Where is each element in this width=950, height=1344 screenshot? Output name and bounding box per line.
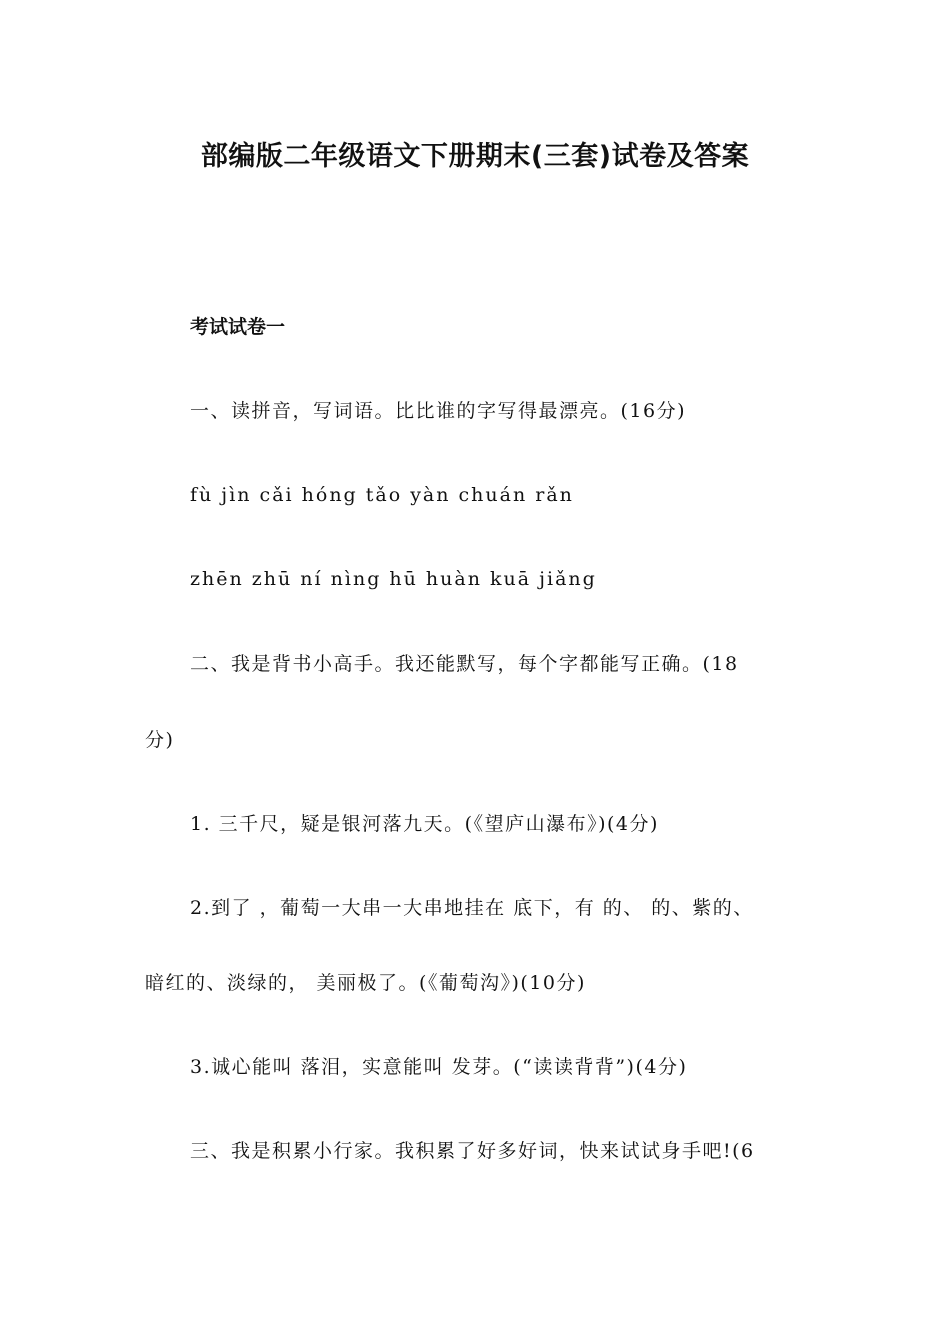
pinyin-row-2: zhēn zhū ní nìng hū huàn kuā jiǎng [190, 568, 597, 590]
question-2-item-3: 3.诚心能叫 落泪，实意能叫 发芽。(“读读背背”)(4分) [190, 1056, 688, 1078]
question-3-prompt: 三、我是积累小行家。我积累了好多好词，快来试试身手吧!(6 [190, 1140, 755, 1162]
question-1-prompt: 一、读拼音，写词语。比比谁的字写得最漂亮。(16分) [190, 400, 687, 422]
question-2-prompt: 二、我是背书小高手。我还能默写，每个字都能写正确。(18 [190, 653, 739, 675]
section-heading: 考试试卷一 [190, 316, 286, 338]
question-2-prompt-continued: 分) [145, 729, 175, 751]
question-2-item-2-continued: 暗红的、淡绿的， 美丽极了。(《葡萄沟》)(10分) [145, 972, 586, 994]
document-title: 部编版二年级语文下册期末(三套)试卷及答案 [200, 141, 750, 172]
pinyin-row-1: fù jìn cǎi hóng tǎo yàn chuán rǎn [190, 484, 574, 506]
question-2-item-1: 1. 三千尺，疑是银河落九天。(《望庐山瀑布》)(4分) [190, 813, 659, 835]
question-2-item-2: 2.到了 ，葡萄一大串一大串地挂在 底下，有 的、 的、紫的、 [190, 897, 754, 919]
